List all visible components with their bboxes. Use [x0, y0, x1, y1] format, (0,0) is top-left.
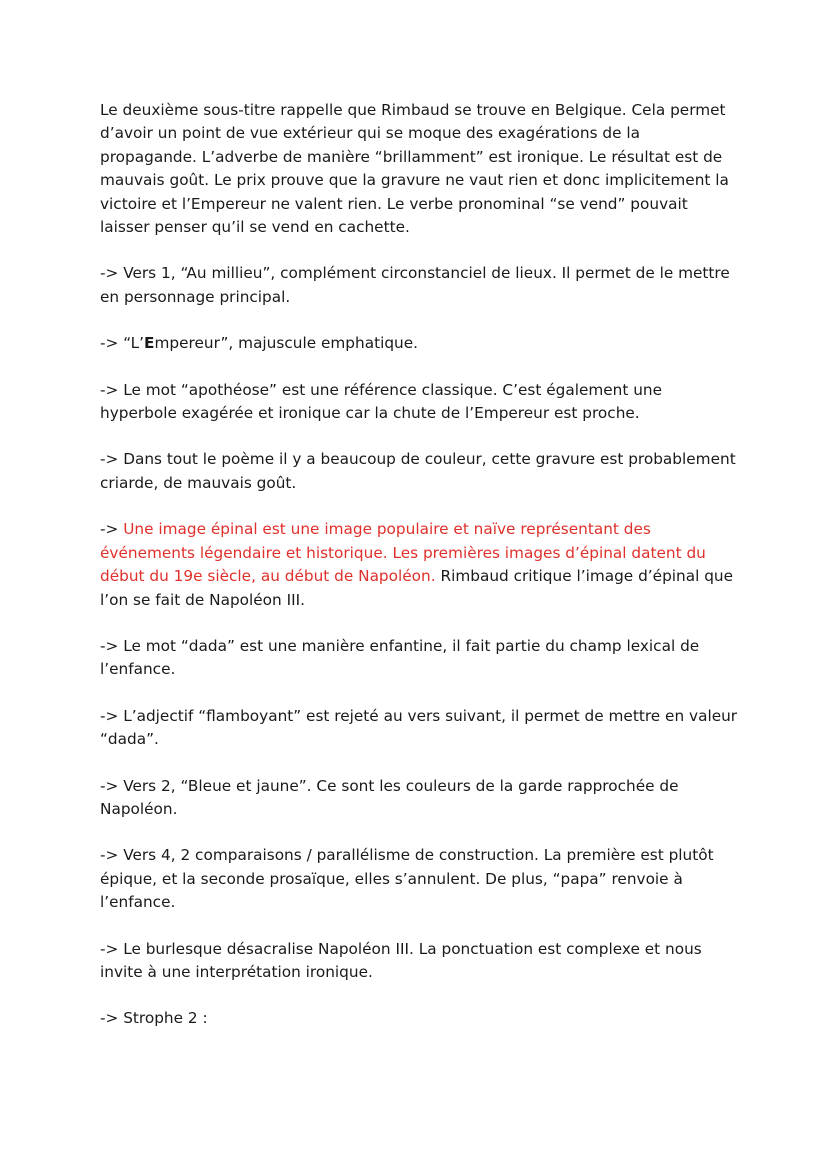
note-couleur: -> Dans tout le poème il y a beaucoup de couleur, cette gravure est probablement criarde, de mauvais goût. — [100, 450, 736, 492]
note-image-epinal — [100, 518, 738, 612]
intro-paragraph: Le deuxième sous-titre rappelle que Rimbaud se trouve en Belgique. Cela permet d’avoir un point de vue extérieur qui se moque des exagérations de la propagande. L’adverbe de manière “brillamment” est ironique. Le résultat est de mauvais goût. Le prix prouve que la gravure ne vaut rien et donc implicitement la victoire et l’Empereur ne valent rien. Le verbe pronominal “se vend” pouvait laisser penser qu’il se vend en cachette. — [100, 101, 729, 237]
note-empereur — [100, 332, 738, 355]
note-vers-4: -> Vers 4, 2 comparaisons / parallélisme de construction. La première est plutôt épique, et la seconde prosaïque, elles s’annulent. De plus, “papa” renvoie à l’enfance. — [100, 846, 714, 912]
note-vers-1: -> Vers 1, “Au millieu”, complément circonstanciel de lieux. Il permet de le mettre en personnage principal. — [100, 264, 730, 306]
note-empereur-bold-letter: E — [144, 334, 155, 353]
note-vers-2: -> Vers 2, “Bleue et jaune”. Ce sont les couleurs de la garde rapprochée de Napoléon. — [100, 776, 679, 818]
note-burlesque: -> Le burlesque désacralise Napoléon III. La ponctuation est complexe et nous invite à une interprétation ironique. — [100, 939, 702, 981]
note-strophe-2: -> Strophe 2 : — [100, 1009, 208, 1028]
note-image-epinal-rest: Rimbaud critique l’image d’épinal que l’on se fait de Napoléon III. — [100, 567, 734, 609]
note-empereur-after: mpereur”, majuscule emphatique. — [154, 334, 418, 353]
note-empereur-before: -> “L’ — [100, 334, 145, 353]
note-dada: -> Le mot “dada” est une manière enfantine, il fait partie du champ lexical de l’enfance. — [100, 636, 700, 679]
note-image-epinal-prefix: -> — [100, 520, 124, 539]
note-image-epinal-highlight: Une image épinal est une image populaire et naïve représentant des événements légendaire et historique. Les premières images d’épinal datent du début du 19e siècle, au début de Napoléon. — [100, 520, 706, 586]
note-apotheose: -> Le mot “apothéose” est une référence classique. C’est également une hyperbole exagérée et ironique car la chute de l’Empereur est proche. — [100, 380, 663, 423]
note-flamboyant: -> L’adjectif “flamboyant” est rejeté au vers suivant, il permet de mettre en valeur “dada”. — [100, 706, 738, 749]
